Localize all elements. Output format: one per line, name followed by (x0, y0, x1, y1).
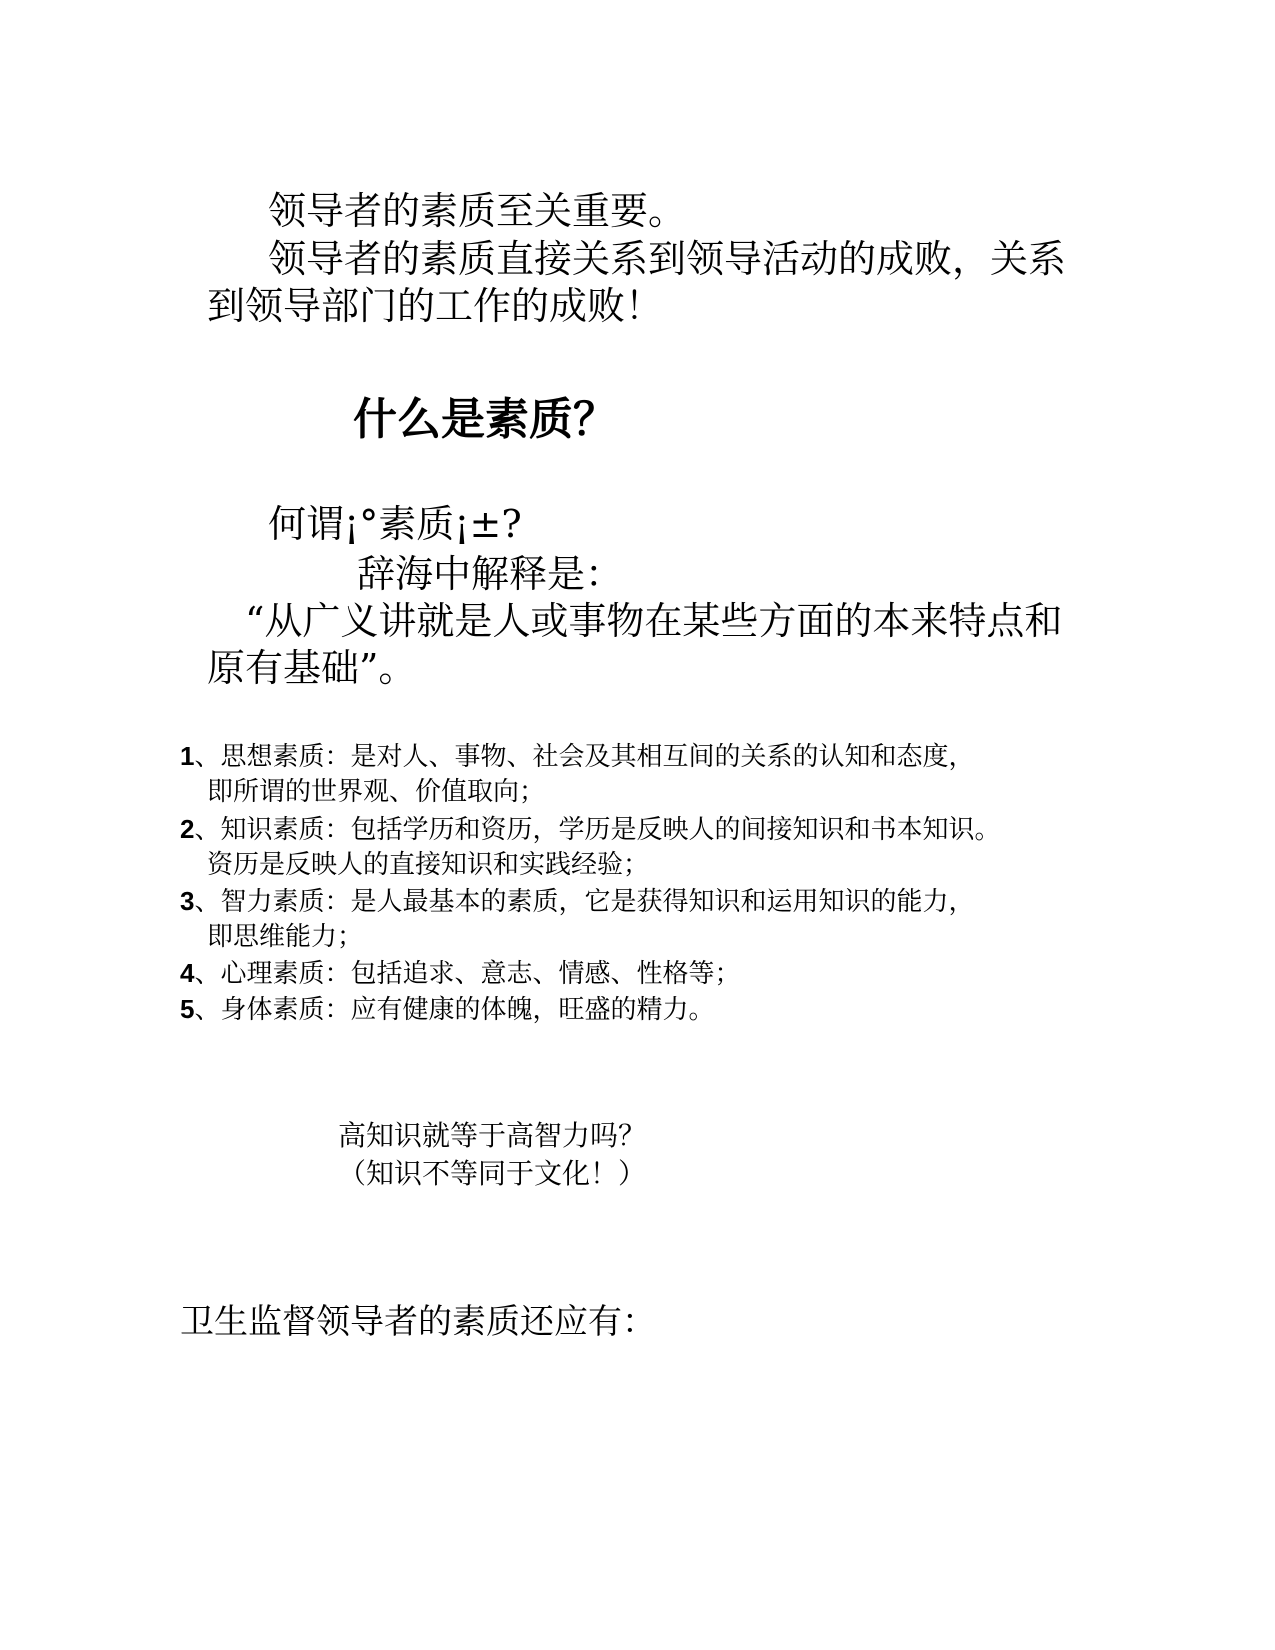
list-item (180, 960, 740, 987)
list-item-continuation: 即思维能力； (207, 922, 364, 952)
question-line-2: （知识不等同于文化！） (338, 1157, 647, 1190)
list-item-text: 、思想素质：是对人、事物、社会及其相互间的关系的认知和态度， (194, 742, 975, 772)
list-item-continuation: 即所谓的世界观、价值取向； (207, 777, 546, 807)
intro-line-2: 领导者的素质直接关系到领导活动的成败，关系 (268, 237, 1067, 281)
list-item-number: 2 (180, 814, 195, 844)
list-item-number: 5 (180, 994, 195, 1024)
definition-source: 辞海中解释是： (357, 552, 624, 596)
list-item-text: 、智力素质：是人最基本的素质，它是获得知识和运用知识的能力， (194, 887, 975, 917)
list-item-number: 4 (180, 958, 195, 988)
list-item-text: 、身体素质：应有健康的体魄，旺盛的精力。 (194, 995, 715, 1025)
list-item-text: 、心理素质：包括追求、意志、情感、性格等； (194, 959, 741, 989)
list-item (180, 888, 974, 915)
definition-quote-line-1: “从广义讲就是人或事物在某些方面的本来特点和 (245, 599, 1063, 643)
definition-question: 何谓¡°素质¡±? (268, 502, 522, 546)
intro-line-3: 到领导部门的工作的成败！ (207, 284, 664, 328)
list-item-number: 1 (180, 741, 195, 771)
definition-quote-line-2: 原有基础”。 (207, 646, 417, 690)
section-heading: 什么是素质？ (353, 394, 617, 445)
list-item (180, 743, 974, 770)
intro-line-1: 领导者的素质至关重要。 (268, 189, 687, 233)
list-item-continuation: 资历是反映人的直接知识和实践经验； (207, 850, 650, 880)
closing-line: 卫生监督领导者的素质还应有： (180, 1302, 656, 1342)
list-item-text: 、知识素质：包括学历和资历，学历是反映人的间接知识和书本知识。 (194, 815, 1001, 845)
question-line-1: 高知识就等于高智力吗？ (338, 1119, 647, 1152)
list-item-number: 3 (180, 886, 195, 916)
list-item (180, 996, 714, 1023)
list-item (180, 816, 1000, 843)
